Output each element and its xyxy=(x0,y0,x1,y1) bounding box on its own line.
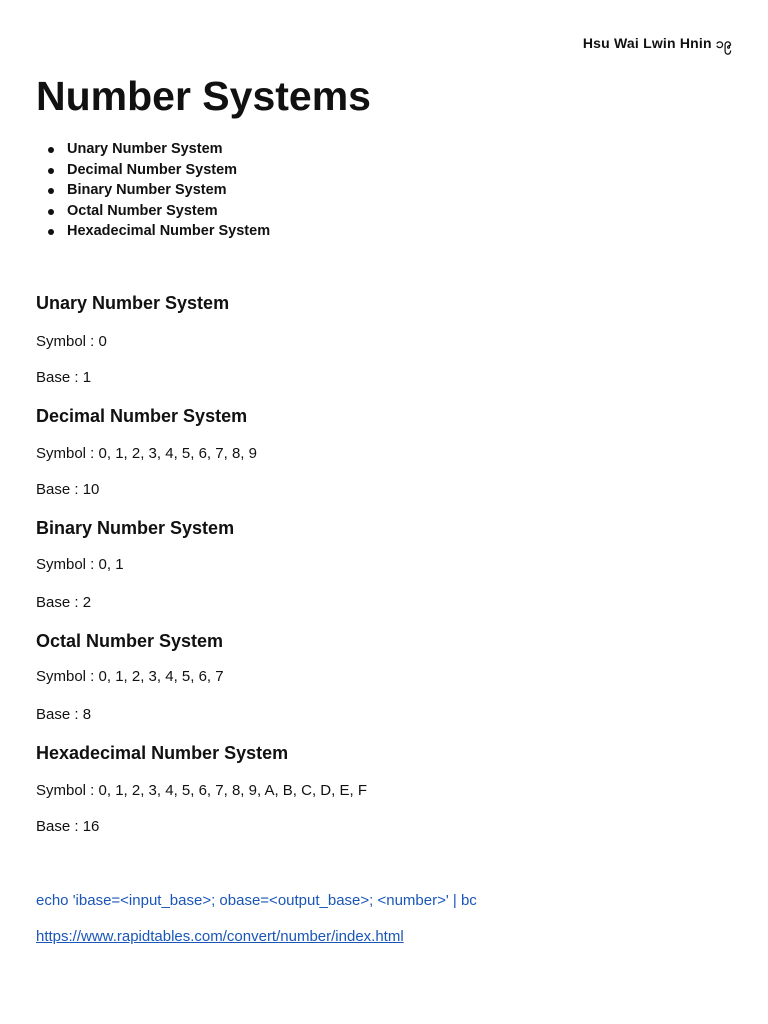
section-unary xyxy=(36,291,736,386)
section-decimal xyxy=(36,404,736,498)
toc-item-label: Decimal Number System xyxy=(67,161,238,178)
section-heading: Decimal Number System xyxy=(36,406,248,426)
rapidtables-link[interactable]: https://www.rapidtables.com/convert/number/index.html xyxy=(36,928,404,945)
base-text: Base : 2 xyxy=(36,594,92,611)
section-binary xyxy=(36,516,736,611)
base-text: Base : 10 xyxy=(36,481,100,498)
toc-item-octal xyxy=(36,201,270,222)
toc-item-unary xyxy=(36,139,270,160)
bullet-icon xyxy=(48,188,54,194)
section-heading: Binary Number System xyxy=(36,518,235,538)
base-text: Base : 1 xyxy=(36,369,92,386)
section-heading: Hexadecimal Number System xyxy=(36,743,289,763)
base-text: Base : 8 xyxy=(36,706,92,723)
toc-item-label: Binary Number System xyxy=(67,182,227,199)
base-text: Base : 16 xyxy=(36,818,100,835)
bullet-icon xyxy=(48,209,54,215)
symbol-text: Symbol : 0, 1 xyxy=(36,556,124,573)
bullet-icon xyxy=(48,229,54,235)
table-of-contents xyxy=(36,139,270,242)
bullet-icon xyxy=(48,147,54,153)
author-name: Hsu Wai Lwin Hnin ၁၉ xyxy=(582,35,732,51)
toc-item-label: Unary Number System xyxy=(67,141,223,157)
toc-item-decimal xyxy=(36,160,270,181)
toc-item-label: Hexadecimal Number System xyxy=(67,223,271,240)
toc-item-label: Octal Number System xyxy=(67,202,218,219)
symbol-text: Symbol : 0, 1, 2, 3, 4, 5, 6, 7 xyxy=(36,668,224,685)
toc-item-binary xyxy=(36,180,270,201)
section-heading: Unary Number System xyxy=(36,293,230,313)
symbol-text: Symbol : 0, 1, 2, 3, 4, 5, 6, 7, 8, 9, A, B, C, D, E, F xyxy=(36,782,367,799)
section-heading: Octal Number System xyxy=(36,631,224,651)
symbol-text: Symbol : 0, 1, 2, 3, 4, 5, 6, 7, 8, 9 xyxy=(36,445,257,462)
page-title: Number Systems xyxy=(36,73,371,119)
bullet-icon xyxy=(48,168,54,174)
section-hexadecimal xyxy=(36,741,736,835)
section-octal xyxy=(36,629,736,723)
symbol-text: Symbol : 0 xyxy=(36,333,107,350)
toc-item-hexadecimal xyxy=(36,221,270,242)
bc-command-text: echo 'ibase=<input_base>; obase=<output_base>; <number>' | bc xyxy=(36,892,477,909)
